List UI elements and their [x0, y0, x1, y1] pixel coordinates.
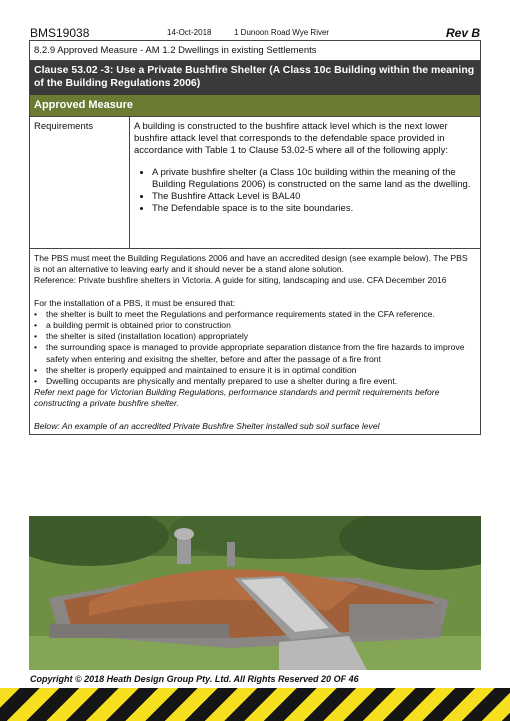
list-item: • the shelter is built to meet the Regulations and performance requirements stated in the CFA reference.	[34, 309, 476, 320]
installation-lead: For the installation of a PBS, it must be ensured that:	[34, 297, 236, 308]
copyright-text: Copyright © 2018 Heath Design Group Pty. Ltd. All Rights Reserved	[30, 674, 319, 684]
body-text	[30, 249, 480, 434]
bushfire-shelter-photo	[29, 516, 481, 670]
refer-note: Refer next page for Victorian Building Regulations, performance standards and permit requirements before constructing a private bushfire shelter.	[34, 387, 440, 409]
clause-title: Clause 53.02 -3: Use a Private Bushfire Shelter (A Class 10c Building within the meaning of the Building Regulations 2006)	[30, 61, 480, 95]
requirement-item: • The Defendable space is to the site boundaries.	[152, 203, 476, 215]
revision-label: Rev B	[445, 26, 480, 40]
list-item: • a building permit is obtained prior to construction	[34, 320, 476, 331]
measure-table	[29, 40, 481, 435]
hazard-stripe-band	[0, 688, 510, 721]
requirements-text	[130, 117, 480, 248]
page-number: 20	[321, 674, 332, 684]
reference-paragraph: Reference: Private bushfire shelters in Victoria. A guide for siting, landscaping and use. CFA December 2016	[34, 275, 447, 286]
requirements-intro: A building is constructed to the bushfire attack level which is the next lower bushfire attack level that corresponds to the defendable space provided in accordance with Table 1 to Clause 53.02-5 where all of the following apply:	[134, 121, 449, 156]
requirements-row	[30, 116, 480, 249]
photo-caption: Below: An example of an accredited Private Bushfire Shelter installed sub soil surface level	[34, 420, 380, 431]
requirements-label: Requirements	[30, 117, 130, 248]
requirement-item: • The Bushfire Attack Level is BAL40	[152, 191, 476, 203]
list-item: • the shelter is sited (installation location) appropriately	[34, 331, 476, 342]
approved-measure-heading: Approved Measure	[30, 95, 480, 116]
list-item: • Dwelling occupants are physically and mentally prepared to use a shelter during a fire event.	[34, 376, 476, 387]
installation-list	[34, 309, 476, 387]
site-address: 1 Dunoon Road Wye River	[234, 28, 330, 37]
page-of-label: OF	[333, 674, 347, 684]
section-title: 8.2.9 Approved Measure - AM 1.2 Dwellings in existing Settlements	[30, 41, 480, 61]
list-item: • the shelter is properly equipped and maintained to ensure it is in optimal condition	[34, 365, 476, 376]
requirement-item: • A private bushfire shelter (a Class 10c building within the meaning of the Building Regulations 2006) is constructed on the same land as the dwelling.	[152, 167, 476, 191]
shelter-illustration	[29, 516, 481, 670]
page-footer	[30, 674, 359, 684]
document-id: BMS19038	[30, 26, 90, 40]
document-date: 14-Oct-2018	[167, 28, 212, 37]
page-total: 46	[348, 674, 359, 684]
page-header	[30, 26, 482, 40]
requirements-list	[134, 167, 476, 215]
list-item: • the surrounding space is managed to provide appropriate separation distance from the fire hazards to improve safety when entering and exisitng the shelter, before and after the passage of a fire front	[34, 342, 476, 364]
pbs-paragraph: The PBS must meet the Building Regulations 2006 and have an accredited design (see example below). The PBS is not an alternative to leaving early and it should never be a stand alone solution.	[34, 253, 468, 275]
